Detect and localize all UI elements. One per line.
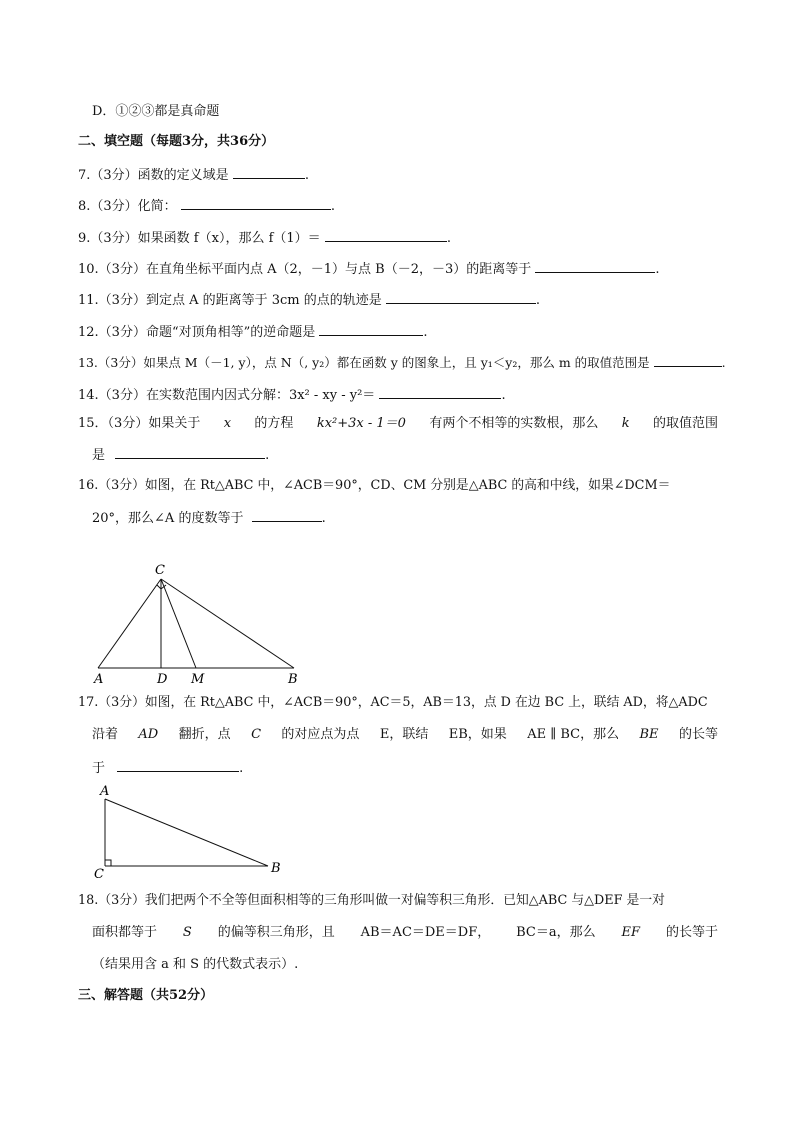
q15-equation: kx²+3x - 1＝0 <box>316 416 406 431</box>
q9-answer-blank[interactable] <box>325 229 447 242</box>
q16-answer-blank[interactable] <box>252 509 322 522</box>
q11-text: 11.（3分）到定点 A 的距离等于 3cm 的点的轨迹是 <box>78 293 382 308</box>
q18-seg: AB＝AC＝DE＝DF， <box>360 925 491 940</box>
q13-text: 13.（3分）如果点 M（－1, y），点 N（, y₂）都在函数 y 的图象上，且 y₁＜y₂，那么 m 的取值范围是 <box>78 355 650 370</box>
q7-tail: . <box>304 168 309 183</box>
fig16-side-cb <box>161 579 294 668</box>
q8-tail: . <box>330 199 335 214</box>
question-17-line2 <box>92 727 718 743</box>
q12-text: 12.（3分）命题“对顶角相等”的逆命题是 <box>78 325 316 340</box>
question-15-line1 <box>78 416 718 432</box>
fig16-label-b: B <box>288 672 298 687</box>
q17-seg: BE <box>639 727 659 742</box>
question-14 <box>78 386 506 404</box>
q8-answer-blank[interactable] <box>181 197 331 210</box>
q15-var-k: k <box>621 416 630 431</box>
q15-seg: 有两个不相等的实数根，那么 <box>429 416 599 431</box>
fig17-right-angle-mark <box>105 860 111 866</box>
q8-text: 8.（3分）化简： <box>78 199 177 214</box>
q17-seg: 翻折，点 <box>178 727 231 742</box>
q7-text: 7.（3分）函数的定义域是 <box>78 168 229 183</box>
fig17-side-ab <box>105 799 268 866</box>
section3-title: 三、解答题（共52分） <box>78 988 214 1003</box>
q17-seg: AD <box>138 727 159 742</box>
q9-text: 9.（3分）如果函数 f（x），那么 f（1）＝ <box>78 231 321 246</box>
q18-line3-text: （结果用含 a 和 S 的代数式表示）. <box>92 957 299 972</box>
fig17-label-b: B <box>271 861 281 876</box>
question-16-line2 <box>92 509 326 527</box>
q9-tail: . <box>446 231 451 246</box>
q16-tail: . <box>321 511 326 526</box>
q18-seg: 的长等于 <box>665 925 718 940</box>
question-8 <box>78 197 335 215</box>
q17-seg: EB，如果 <box>448 727 507 742</box>
q17-line1-text: 17.（3分）如图，在 Rt△ABC 中，∠ACB＝90°，AC＝5，AB＝13，点 D 在边 BC 上，联结 AD，将△ADC <box>78 695 708 710</box>
fig16-label-c: C <box>155 563 165 578</box>
q17-seg: E，联结 <box>379 727 429 742</box>
q16-line1-text: 16.（3分）如图，在 Rt△ABC 中，∠ACB＝90°，CD、CM 分别是△ABC 的高和中线，如果∠DCM＝ <box>78 478 671 493</box>
q15-line2-text: 是 <box>92 448 106 463</box>
q17-seg: 的长等 <box>678 727 718 742</box>
question-17-line3 <box>92 759 243 777</box>
fig16-label-d: D <box>157 672 168 687</box>
q12-tail: . <box>423 325 428 340</box>
q13-tail: . <box>721 355 726 370</box>
q15-seg: 的方程 <box>254 416 294 431</box>
question-11 <box>78 291 540 309</box>
q17-tail: . <box>239 761 244 776</box>
fig16-label-m: M <box>191 672 205 687</box>
q18-seg: BC＝a，那么 <box>516 925 596 940</box>
q18-seg: 面积都等于 <box>92 925 158 940</box>
q18-seg: EF <box>621 925 641 940</box>
q15-tail: . <box>265 448 270 463</box>
question-16-line1 <box>78 478 670 494</box>
q12-answer-blank[interactable] <box>319 323 423 336</box>
q11-answer-blank[interactable] <box>386 291 536 304</box>
q17-seg: C <box>251 727 262 742</box>
q10-text: 10.（3分）在直角坐标平面内点 A（2，－1）与点 B（－2，－3）的距离等于 <box>78 262 532 277</box>
question-10 <box>78 260 660 278</box>
question-7 <box>78 166 309 184</box>
question-13 <box>78 354 726 371</box>
fig17-label-c: C <box>94 867 104 882</box>
q11-tail: . <box>535 293 541 308</box>
q10-answer-blank[interactable] <box>535 260 655 273</box>
q18-line1-text: 18.（3分）我们把两个不全等但面积相等的三角形叫做一对偏等积三角形．已知△ABC 与△DEF 是一对 <box>78 893 665 908</box>
q14-answer-blank[interactable] <box>379 386 501 399</box>
q18-seg: 的偏等积三角形，且 <box>217 925 335 940</box>
q15-seg: 15．（3分）如果关于 <box>78 416 201 431</box>
fig16-median-cm <box>161 579 196 668</box>
q13-answer-blank[interactable] <box>654 354 722 367</box>
q14-text: 14.（3分）在实数范围内因式分解：3x² - xy - y²＝ <box>78 388 376 403</box>
question-9 <box>78 229 451 247</box>
q17-seg: 的对应点为点 <box>281 727 360 742</box>
option-d: D．①②③都是真命题 <box>92 104 220 119</box>
fig16-side-ac <box>98 579 161 668</box>
section2-title: 二、填空题（每题3分，共36分） <box>78 134 275 149</box>
question-12 <box>78 323 428 341</box>
q18-seg: S <box>182 925 192 940</box>
question-17-line1 <box>78 695 708 711</box>
fig17-label-a: A <box>100 784 110 799</box>
q16-line2-text: 20°，那么∠A 的度数等于 <box>92 511 244 526</box>
q15-answer-blank[interactable] <box>115 446 265 459</box>
q17-seg: 沿着 <box>92 727 119 742</box>
q10-tail: . <box>655 262 660 277</box>
figure-16-triangle <box>88 560 308 688</box>
q15-seg: 的取值范围 <box>652 416 718 431</box>
question-15-line2 <box>92 446 269 464</box>
question-18-line3 <box>92 957 298 973</box>
question-18-line1 <box>78 893 665 909</box>
q7-answer-blank[interactable] <box>233 166 305 179</box>
q17-answer-blank[interactable] <box>117 759 239 772</box>
fig16-label-a: A <box>94 672 104 687</box>
q17-line3-text: 于 <box>92 761 106 776</box>
q14-tail: . <box>501 388 506 403</box>
question-18-line2 <box>92 925 718 941</box>
q17-seg: AE ∥ BC，那么 <box>527 727 620 742</box>
figure-17-triangle <box>88 782 298 882</box>
q15-var-x: x <box>223 416 232 431</box>
